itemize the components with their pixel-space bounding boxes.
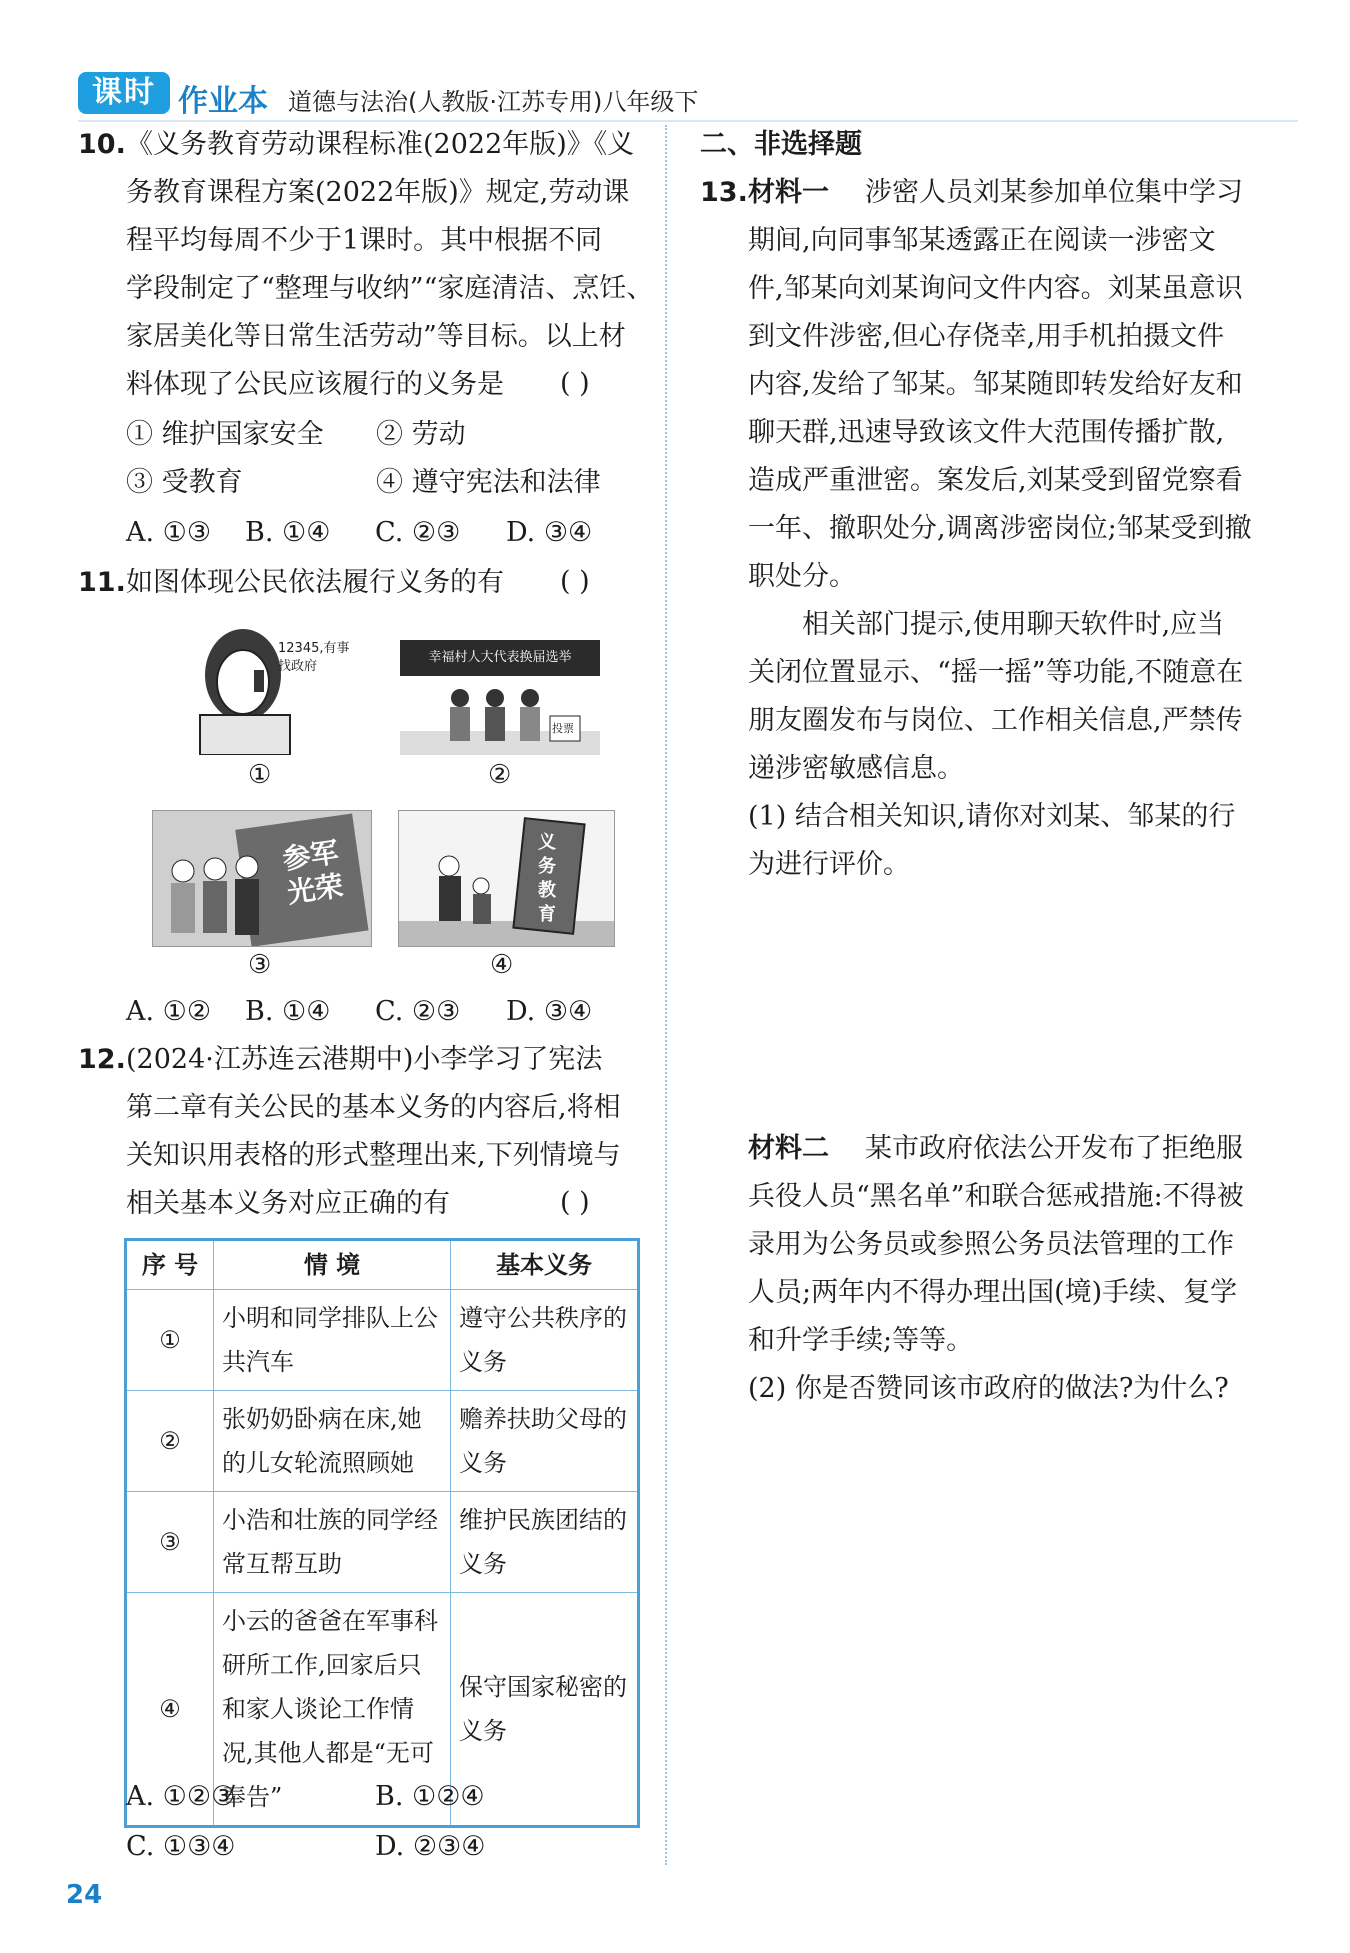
- material-text-line: 一年、撤职处分,调离涉密岗位;邹某受到撤: [748, 513, 1252, 544]
- election-banner: 幸福村人大代表换届选举: [400, 640, 600, 676]
- question-number: 10.: [78, 129, 126, 160]
- material-text-line: 递涉密敏感信息。: [748, 753, 964, 784]
- row-number: ③: [126, 1492, 214, 1593]
- table-header-row: [126, 1240, 639, 1290]
- question-text-line: 《义务教育劳动课程标准(2022年版)》《义: [126, 129, 635, 160]
- row-duty: 遵守公共秩序的义务: [451, 1290, 639, 1391]
- image-caption: ①: [248, 760, 272, 790]
- column-header: 序 号: [126, 1240, 214, 1290]
- table-row: [126, 1391, 639, 1492]
- answer-option: B. ①②④: [375, 1781, 485, 1812]
- question-text-line: (2024·江苏连云港期中)小李学习了宪法: [126, 1044, 603, 1075]
- material-text-line: 件,邹某向刘某询问文件内容。刘某虽意识: [748, 273, 1243, 304]
- material-text-line: 职处分。: [748, 561, 856, 592]
- sub-question-1: 为进行评价。: [748, 849, 910, 880]
- material-text-line: 和升学手续;等等。: [748, 1325, 974, 1356]
- row-duty: 维护民族团结的义务: [451, 1492, 639, 1593]
- question-text-line: 家居美化等日常生活劳动”等目标。以上材: [126, 321, 626, 352]
- column-divider: [665, 125, 667, 1865]
- page-number: 24: [66, 1880, 103, 1910]
- material-text-line: 涉密人员刘某参加单位集中学习: [865, 177, 1243, 208]
- material-text-line: 某市政府依法公开发布了拒绝服: [865, 1133, 1243, 1164]
- material-text-line: 兵役人员“黑名单”和联合惩戒措施:不得被: [748, 1181, 1244, 1212]
- question-text-line: 程平均每周不少于1课时。其中根据不同: [126, 225, 603, 256]
- section-title: 二、非选择题: [700, 129, 862, 160]
- image-caption: ④: [490, 950, 514, 980]
- answer-option: B. ①④: [245, 517, 331, 548]
- sub-question-2: (2) 你是否赞同该市政府的做法?为什么?: [748, 1373, 1229, 1404]
- statement-item: ④ 遵守宪法和法律: [376, 467, 601, 498]
- material-text-line: 内容,发给了邹某。邹某随即转发给好友和: [748, 369, 1243, 400]
- answer-option: B. ①④: [245, 996, 331, 1027]
- illustration-compulsory-education: [398, 810, 615, 947]
- statement-item: ③ 受教育: [126, 467, 243, 498]
- speech-text: 12345,有事找政府: [278, 641, 350, 674]
- answer-parentheses: ( ): [560, 1187, 590, 1218]
- sub-question-1: (1) 结合相关知识,请你对刘某、邹某的行: [748, 801, 1236, 832]
- material-label: 材料一: [748, 177, 829, 208]
- answer-option: C. ①③④: [126, 1831, 236, 1862]
- duties-table: [124, 1238, 640, 1828]
- material-label: 材料二: [748, 1133, 829, 1164]
- question-text-line: 务教育课程方案(2022年版)》规定,劳动课: [126, 177, 630, 208]
- statement-item: ① 维护国家安全: [126, 419, 324, 450]
- book-title: 义务教育: [538, 832, 556, 925]
- row-number: ①: [126, 1290, 214, 1391]
- row-duty: 保守国家秘密的义务: [451, 1593, 639, 1827]
- question-number: 11.: [78, 567, 126, 598]
- row-number: ④: [126, 1593, 214, 1827]
- material-text-line: 人员;两年内不得办理出国(境)手续、复学: [748, 1277, 1238, 1308]
- page-header: [78, 70, 1298, 120]
- row-situation: 小明和同学排队上公共汽车: [214, 1290, 451, 1391]
- question-text-line: 相关基本义务对应正确的有: [126, 1188, 450, 1219]
- answer-option: D. ③④: [506, 996, 593, 1027]
- voters-icon: [400, 676, 600, 755]
- table-row: [126, 1492, 639, 1593]
- question-number: 13.: [700, 177, 748, 208]
- question-text-line: 学段制定了“整理与收纳”“家庭清洁、烹饪、: [126, 273, 654, 304]
- answer-option: D. ②③④: [375, 1831, 486, 1862]
- material-text-line: 造成严重泄密。案发后,刘某受到留党察看: [748, 465, 1243, 496]
- question-text-line: 如图体现公民依法履行义务的有: [126, 567, 504, 598]
- answer-parentheses: ( ): [560, 368, 590, 399]
- book-subject: 道德与法治(人教版·江苏专用)八年级下: [288, 88, 699, 116]
- column-header: 情 境: [214, 1240, 451, 1290]
- column-header: 基本义务: [451, 1240, 639, 1290]
- enlistment-slogan: 参军光荣: [280, 835, 346, 910]
- table-row: [126, 1290, 639, 1391]
- question-text-line: 第二章有关公民的基本义务的内容后,将相: [126, 1092, 621, 1123]
- question-number: 12.: [78, 1044, 126, 1075]
- image-caption: ②: [488, 760, 512, 790]
- brand-name: 作业本: [178, 84, 268, 119]
- material-text-line: 朋友圈发布与岗位、工作相关信息,严禁传: [748, 705, 1243, 736]
- ballot-box-label: 投票: [552, 722, 574, 735]
- answer-option: A. ①②③: [126, 1781, 236, 1812]
- illustration-phone-call: [188, 620, 358, 755]
- answer-option: C. ②③: [375, 517, 461, 548]
- answer-option: A. ①③: [126, 517, 212, 548]
- material-text-line: 录用为公务员或参照公务员法管理的工作: [748, 1229, 1234, 1260]
- answer-option: C. ②③: [375, 996, 461, 1027]
- row-situation: 小浩和壮族的同学经常互帮互助: [214, 1492, 451, 1593]
- material-text-line: 到文件涉密,但心存侥幸,用手机拍摄文件: [748, 321, 1225, 352]
- material-text-line: 期间,向同事邹某透露正在阅读一涉密文: [748, 225, 1216, 256]
- row-situation: 张奶奶卧病在床,她的儿女轮流照顾她: [214, 1391, 451, 1492]
- material-text-line: 关闭位置显示、“摇一摇”等功能,不随意在: [748, 657, 1244, 688]
- header-rule: [78, 120, 1298, 122]
- answer-option: A. ①②: [126, 996, 212, 1027]
- row-situation: 小云的爸爸在军事科研所工作,回家后只和家人谈论工作情况,其他人都是“无可奉告”: [214, 1593, 451, 1827]
- illustration-enlistment: [152, 810, 372, 947]
- students-book-icon: [399, 811, 614, 946]
- brand-logo: 课时: [78, 72, 170, 114]
- question-text-line: 关知识用表格的形式整理出来,下列情境与: [126, 1140, 621, 1171]
- answer-option: D. ③④: [506, 517, 593, 548]
- material-text-line: 聊天群,迅速导致该文件大范围传播扩散,: [748, 417, 1225, 448]
- answer-parentheses: ( ): [560, 566, 590, 597]
- illustration-election: [400, 640, 600, 755]
- question-text-line: 料体现了公民应该履行的义务是: [126, 369, 504, 400]
- row-number: ②: [126, 1391, 214, 1492]
- image-caption: ③: [248, 950, 272, 980]
- material-text-line: 相关部门提示,使用聊天软件时,应当: [802, 609, 1225, 640]
- statement-item: ② 劳动: [376, 419, 466, 450]
- row-duty: 赡养扶助父母的义务: [451, 1391, 639, 1492]
